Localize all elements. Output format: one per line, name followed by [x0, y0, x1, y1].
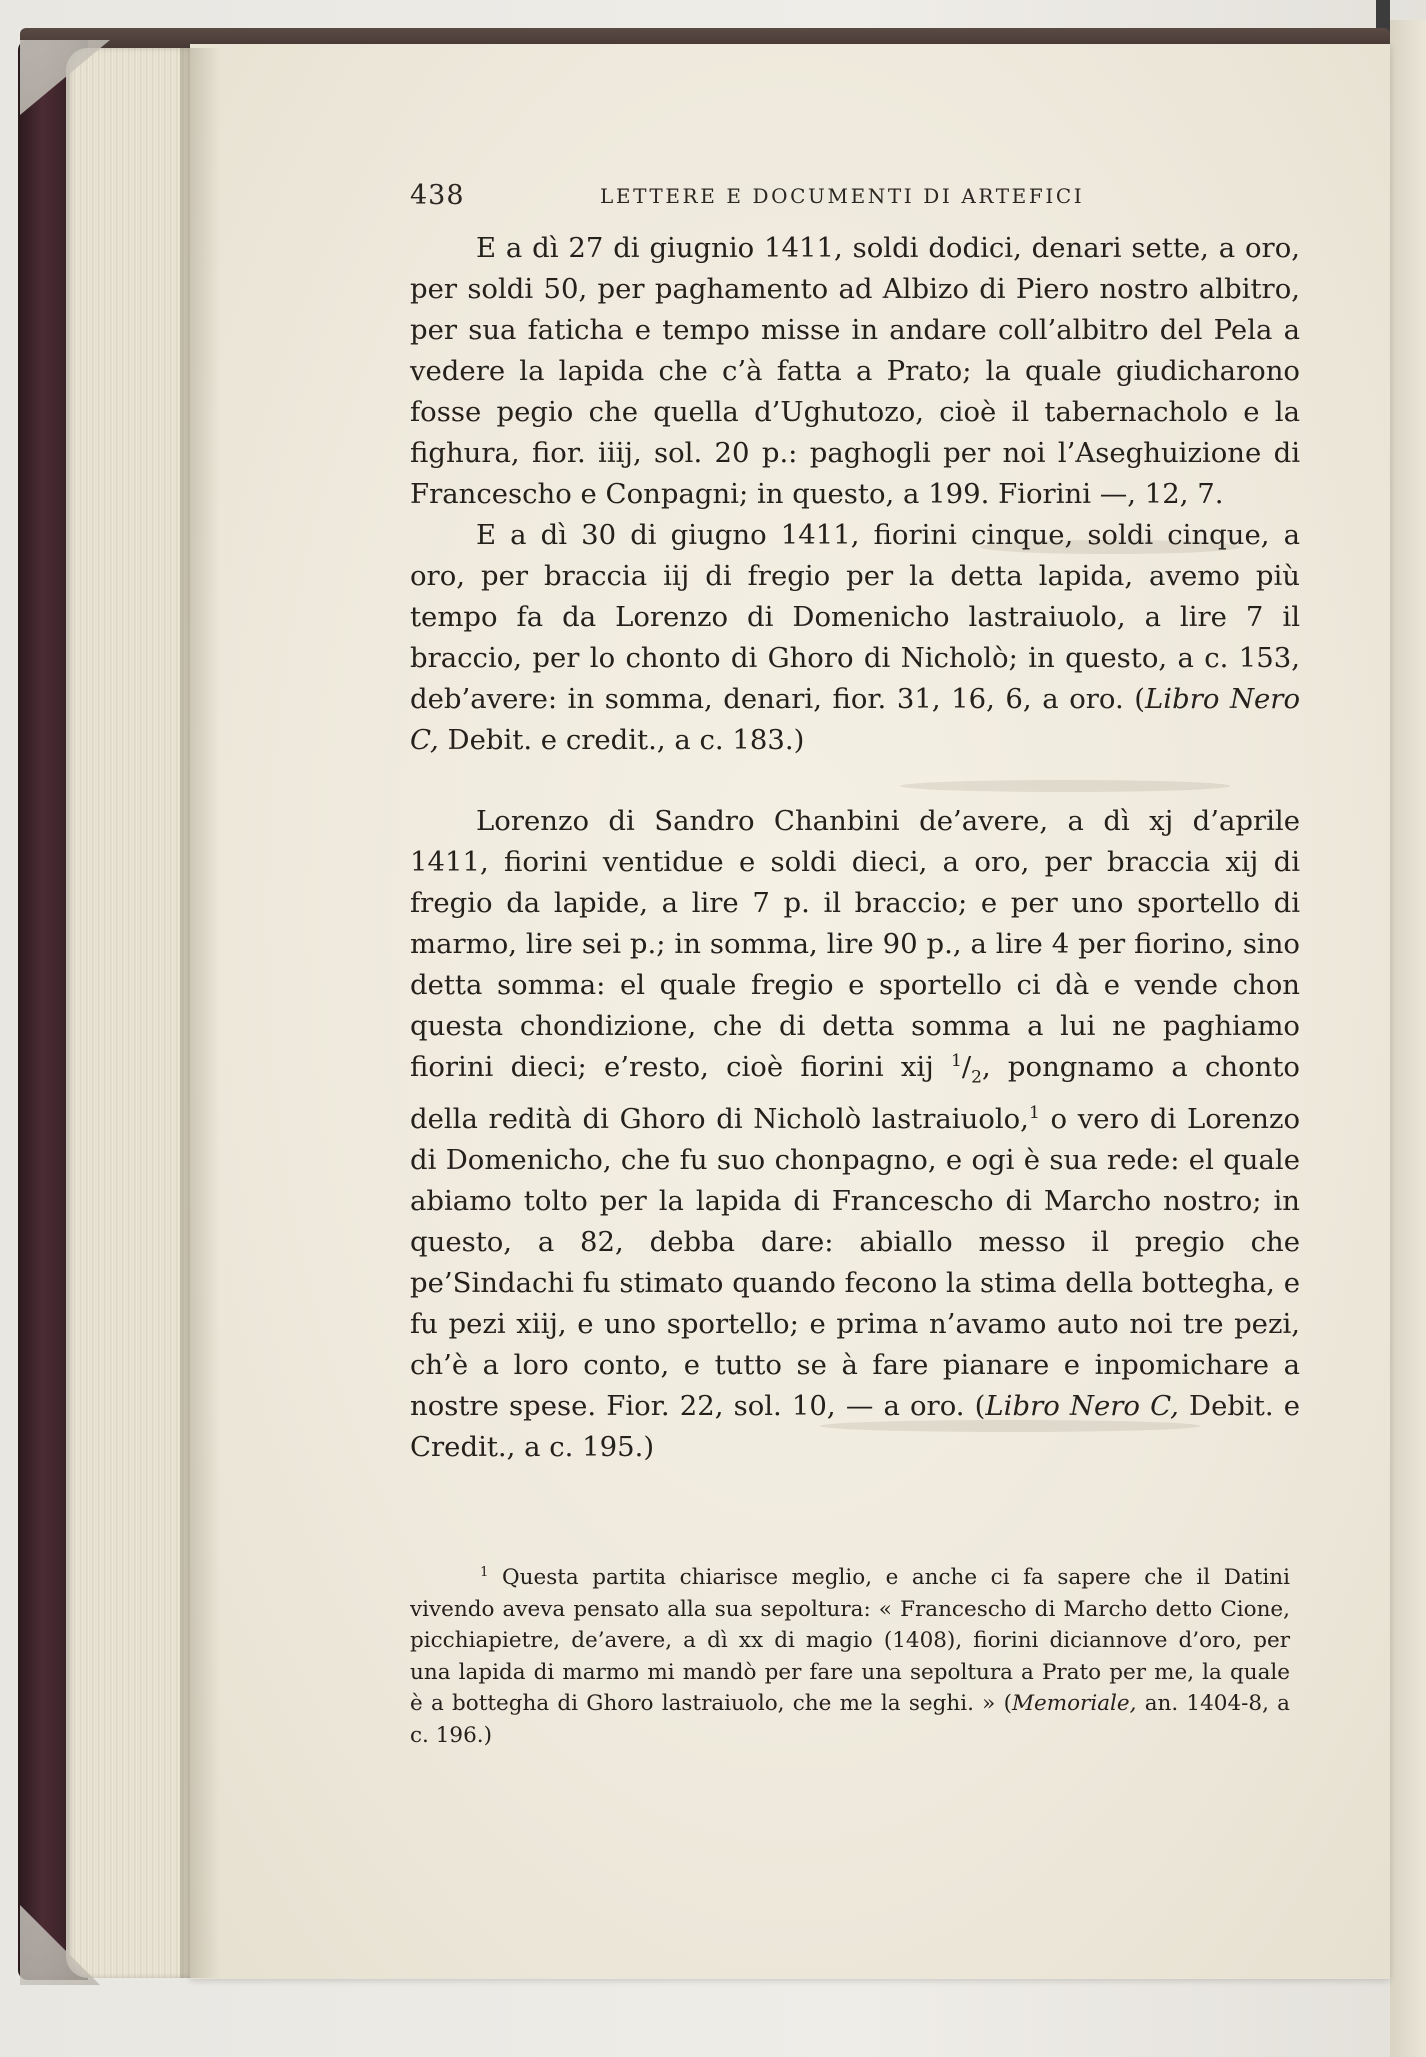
fraction-slash: / [961, 1051, 972, 1083]
source-open-paren: ( [964, 1389, 986, 1422]
paragraph-2-text: E a dì 30 di giugno 1411, fiorini cinque, soldi cinque, a oro, per braccia iij di fregio per la detta lapida, avemo più tempo fa da Lorenzo di Domenicho lastraiuolo, a lire 7 il braccio, per lo chonto di Ghoro di Nicholò; in questo, a c. 153, deb’avere: in somma, denari, fior. 31, 16, 6, a oro. [410, 519, 1300, 715]
source-open-paren: ( [1134, 683, 1146, 715]
running-head [410, 180, 1120, 220]
paragraph-3-text-a: Lorenzo di Sandro Chanbini de’avere, a dì xj d’aprile 1411, fiorini ventidue e soldi dieci, a oro, per braccia xij di fregio da lapide, a lire 7 p. il braccio; e per uno sportello di marmo, lire sei p.; in somma, lire 90 p., a lire 4 per fiorino, sino detta somma: el quale fregio e sportello ci dà e vende chon questa chondizione, che di detta somma a lui ne paghiamo fiorini dieci; e’resto, cioè fiorini xij [410, 805, 1300, 1083]
fraction-numerator: 1 [950, 1050, 962, 1071]
source-rest: Debit. e Credit., a c. 195.) [410, 1389, 1300, 1463]
page-number: 438 [410, 180, 465, 211]
paragraph-3 [410, 801, 1300, 1468]
running-title: LETTERE E DOCUMENTI DI ARTEFICI [600, 184, 1085, 208]
footnote-1 [410, 1562, 1290, 1751]
paragraph-2 [410, 515, 1300, 761]
paragraph-1: E a dì 27 di giugnio 1411, soldi dodici, denari sette, a oro, per soldi 50, per paghamento ad Albizo di Piero nostro albitro, per sua faticha e tempo misse in andare coll’albitro del Pela a vedere la lapida che c’à fatta a Prato; la quale giudicharono fosse pegio che quella d’Ughutozo, cioè il tabernacholo e la fighura, fior. iiij, sol. 20 p.: paghogli per noi l’Aseghuizione di Francescho e Conpagni; in questo, a 199. Fiorini —, 12, 7. [410, 232, 1300, 510]
body-text [410, 228, 1300, 1468]
gutter-shadow [180, 48, 220, 1978]
footnote-ref: 1 [1028, 1102, 1040, 1123]
fraction-half [950, 1050, 982, 1088]
footnote-source-open: ( [995, 1691, 1012, 1716]
footnote-text: Questa partita chiarisce meglio, e anche ci fa sapere che il Datini vivendo aveva pensato alla sua sepoltura: « Francescho di Marcho detto Cione, picchiapietre, de’avere, a dì xx di magio (1408), fiorini diciannove d’oro, per una lapida di marmo mi mandò per fare una sepoltura a Prato per me, la quale è a bottegha di Ghoro lastraiuolo, che me la seghi. » [410, 1565, 1290, 1716]
footnote-source-rest: an. 1404-8, a c. 196.) [410, 1691, 1290, 1748]
page-edge-stack [66, 48, 196, 1978]
footnote-source-title: Memoriale, [1011, 1691, 1137, 1716]
footnote-marker: 1 [480, 1564, 489, 1580]
source-title: Libro Nero C, [410, 683, 1300, 756]
fraction-denominator: 2 [971, 1067, 982, 1088]
paragraph-3-text-c: o vero di Lorenzo di Domenicho, che fu suo chonpagno, e ogi è sua rede: el quale abiamo tolto per la lapida di Francescho di Marcho nostro; in questo, a 82, debba dare: abiallo messo il pregio che pe’Sindachi fu stimato quando fecono la stima della bottegha, e fu pezi xiij, e uno sportello; e prima n’avamo auto noi tre pezi, ch’è a loro conto, e tutto se à fare pianare e inpomichare a nostre spese. Fior. 22, sol. 10, — a oro. [410, 1102, 1300, 1422]
paragraph-3-text-b: , pongnamo a chonto della redità di Ghoro di Nicholò lastraiuolo, [410, 1051, 1300, 1135]
footnote [410, 1562, 1290, 1751]
next-page-edge [1390, 20, 1426, 2057]
source-title: Libro Nero C, [985, 1389, 1179, 1422]
source-rest: Debit. e credit., a c. 183.) [438, 724, 805, 756]
